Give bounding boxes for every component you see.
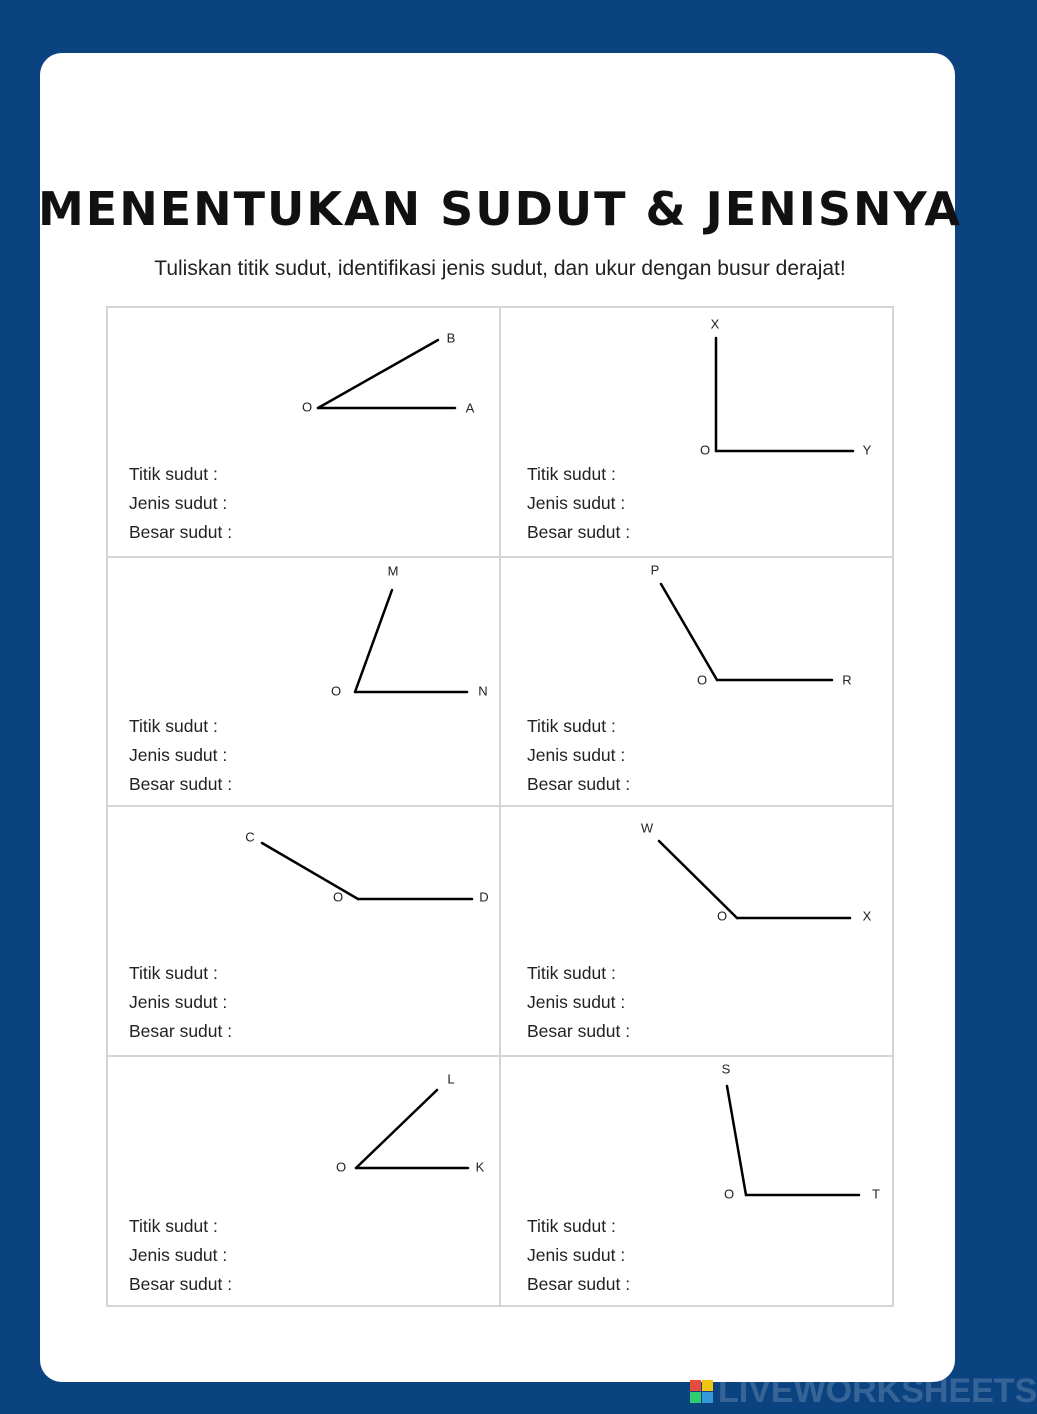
- vertex-field-label: Titik sudut :: [527, 963, 616, 983]
- answer-fields-7: [129, 1212, 232, 1299]
- angle-1: [302, 330, 475, 415]
- liveworksheets-logo-icon: [690, 1380, 713, 1403]
- type-field-label: Jenis sudut :: [527, 1245, 626, 1265]
- angle-8-arm2-label: T: [872, 1186, 880, 1202]
- type-field-label: Jenis sudut :: [129, 493, 228, 513]
- angle-4: [651, 562, 852, 687]
- vertex-field-label: Titik sudut :: [129, 716, 218, 736]
- angle-5-arm2-label: D: [479, 889, 489, 905]
- page-title: MENENTUKAN SUDUT & JENISNYA: [38, 182, 962, 236]
- angle-1-vertex-label: O: [301, 399, 313, 415]
- angle-2: [700, 316, 872, 457]
- answer-fields-4: [527, 712, 630, 799]
- vertex-field-label: Titik sudut :: [527, 1216, 616, 1236]
- measure-field-label: Besar sudut :: [527, 1274, 631, 1294]
- angle-4-ray-1: [661, 584, 717, 680]
- angle-8-ray-1: [727, 1086, 746, 1195]
- measure-field-label: Besar sudut :: [527, 774, 631, 794]
- angle-1-arm2-label: A: [465, 400, 475, 416]
- angle-7-ray-1: [356, 1090, 437, 1168]
- answer-fields-8: [527, 1212, 630, 1299]
- vertex-field-label: Titik sudut :: [129, 1216, 218, 1236]
- type-field-label: Jenis sudut :: [129, 1245, 228, 1265]
- angle-1-arm1-label: B: [446, 330, 456, 346]
- angle-4-arm1-label: P: [650, 562, 660, 578]
- measure-field-label: Besar sudut :: [129, 522, 233, 542]
- type-field-label: Jenis sudut :: [527, 992, 626, 1012]
- instructions: Tuliskan titik sudut, identifikasi jenis sudut, dan ukur dengan busur derajat!: [154, 257, 846, 280]
- angle-7-arm2-label: K: [475, 1159, 485, 1175]
- angle-5-arm1-label: C: [245, 829, 255, 845]
- angle-7: [336, 1071, 485, 1174]
- type-field-label: Jenis sudut :: [527, 493, 626, 513]
- angle-6: [641, 820, 872, 923]
- liveworksheets-watermark: [690, 1371, 1037, 1410]
- angle-5-vertex-label: O: [332, 889, 344, 905]
- angle-4-vertex-label: O: [696, 672, 708, 688]
- angle-3-arm2-label: N: [478, 683, 488, 699]
- vertex-field-label: Titik sudut :: [129, 464, 218, 484]
- angle-3-ray-1: [355, 590, 392, 692]
- angle-3-arm1-label: M: [387, 563, 399, 579]
- angle-2-arm2-label: Y: [862, 442, 872, 458]
- angle-6-ray-1: [659, 841, 737, 918]
- answer-fields-5: [129, 959, 232, 1046]
- angle-7-arm1-label: L: [447, 1071, 455, 1087]
- answer-fields-6: [527, 959, 630, 1046]
- watermark-text: LIVEWORKSHEETS: [718, 1371, 1037, 1410]
- angle-6-arm2-label: X: [862, 908, 872, 924]
- answer-fields-2: [527, 460, 630, 547]
- angle-6-arm1-label: W: [640, 820, 654, 836]
- angle-7-vertex-label: O: [335, 1159, 347, 1175]
- type-field-label: Jenis sudut :: [527, 745, 626, 765]
- angle-1-ray-1: [318, 340, 438, 408]
- measure-field-label: Besar sudut :: [129, 1021, 233, 1041]
- angle-8-vertex-label: O: [723, 1186, 735, 1202]
- vertex-field-label: Titik sudut :: [527, 464, 616, 484]
- vertex-field-label: Titik sudut :: [527, 716, 616, 736]
- measure-field-label: Besar sudut :: [129, 774, 233, 794]
- angle-6-vertex-label: O: [716, 908, 728, 924]
- angle-3-vertex-label: O: [330, 683, 342, 699]
- vertex-field-label: Titik sudut :: [129, 963, 218, 983]
- type-field-label: Jenis sudut :: [129, 745, 228, 765]
- angle-2-arm1-label: X: [710, 316, 720, 332]
- measure-field-label: Besar sudut :: [129, 1274, 233, 1294]
- angle-2-vertex-label: O: [699, 442, 711, 458]
- measure-field-label: Besar sudut :: [527, 1021, 631, 1041]
- answer-fields-3: [129, 712, 232, 799]
- angle-8: [722, 1061, 880, 1201]
- angle-4-arm2-label: R: [842, 672, 852, 688]
- answer-fields-1: [129, 460, 232, 547]
- angle-3: [331, 563, 488, 698]
- type-field-label: Jenis sudut :: [129, 992, 228, 1012]
- angle-5-ray-1: [262, 843, 358, 899]
- angle-8-arm1-label: S: [721, 1061, 731, 1077]
- angle-5: [245, 829, 488, 904]
- measure-field-label: Besar sudut :: [527, 522, 631, 542]
